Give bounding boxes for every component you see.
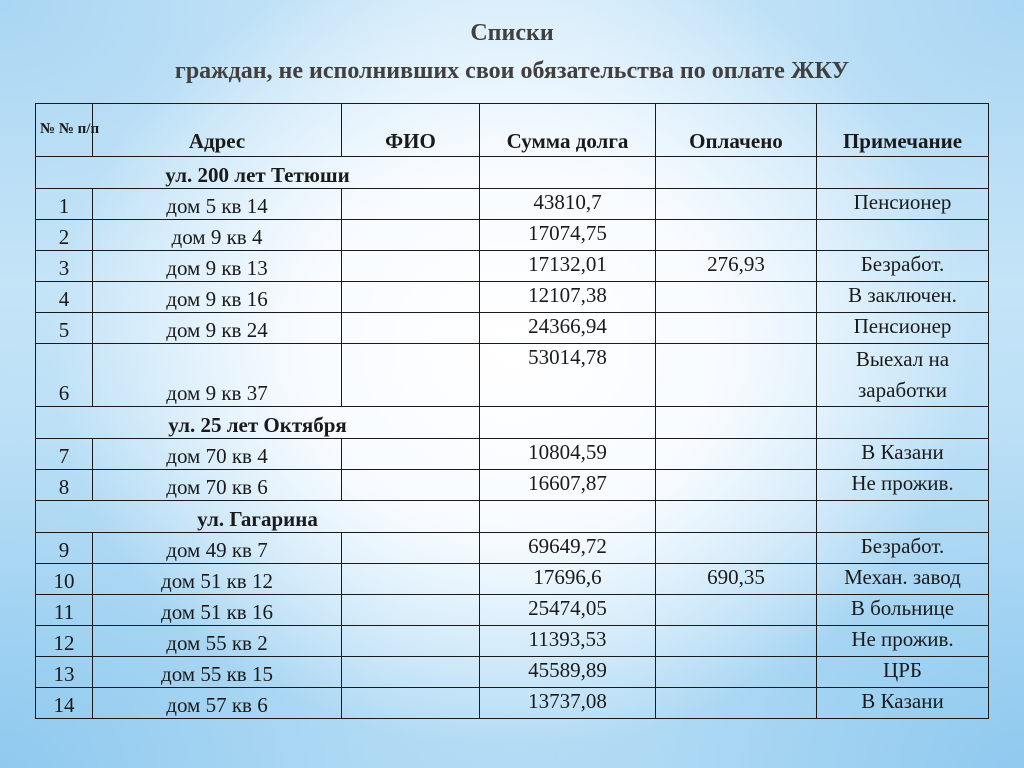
row-debt: 17696,6 xyxy=(480,564,656,595)
row-fio xyxy=(342,313,480,344)
row-debt: 43810,7 xyxy=(480,189,656,220)
table-row xyxy=(36,189,989,220)
row-paid xyxy=(656,533,817,564)
row-fio xyxy=(342,439,480,470)
row-fio xyxy=(342,220,480,251)
row-fio xyxy=(342,470,480,501)
row-address: дом 55 кв 2 xyxy=(93,626,342,657)
street-note-cell xyxy=(817,157,989,189)
row-note: Выехал на заработки xyxy=(817,344,989,407)
row-number: 14 xyxy=(36,688,93,719)
row-paid xyxy=(656,595,817,626)
header-address: Адрес xyxy=(93,104,342,157)
street-name: ул. Гагарина xyxy=(36,501,480,533)
row-address: дом 70 кв 6 xyxy=(93,470,342,501)
row-paid xyxy=(656,313,817,344)
row-fio xyxy=(342,626,480,657)
row-number: 4 xyxy=(36,282,93,313)
table-row xyxy=(36,220,989,251)
table-row xyxy=(36,626,989,657)
header-fio: ФИО xyxy=(342,104,480,157)
street-name: ул. 25 лет Октября xyxy=(36,407,480,439)
row-address: дом 70 кв 4 xyxy=(93,439,342,470)
row-fio xyxy=(342,189,480,220)
street-name: ул. 200 лет Тетюши xyxy=(36,157,480,189)
street-row xyxy=(36,157,989,189)
row-note: Пенсионер xyxy=(817,189,989,220)
row-debt: 17132,01 xyxy=(480,251,656,282)
row-debt: 25474,05 xyxy=(480,595,656,626)
row-note: Не прожив. xyxy=(817,626,989,657)
row-address: дом 9 кв 4 xyxy=(93,220,342,251)
row-note: Не прожив. xyxy=(817,470,989,501)
header-note: Примечание xyxy=(817,104,989,157)
row-number: 6 xyxy=(36,344,93,407)
row-address: дом 57 кв 6 xyxy=(93,688,342,719)
row-note: В Казани xyxy=(817,688,989,719)
row-note: ЦРБ xyxy=(817,657,989,688)
row-number: 2 xyxy=(36,220,93,251)
page-title: Списки xyxy=(470,20,554,46)
debtors-table xyxy=(35,103,989,719)
row-paid: 690,35 xyxy=(656,564,817,595)
row-number: 8 xyxy=(36,470,93,501)
row-address: дом 5 кв 14 xyxy=(93,189,342,220)
row-debt: 17074,75 xyxy=(480,220,656,251)
table-row xyxy=(36,533,989,564)
row-address: дом 9 кв 24 xyxy=(93,313,342,344)
row-fio xyxy=(342,533,480,564)
row-note: Механ. завод xyxy=(817,564,989,595)
row-address: дом 49 кв 7 xyxy=(93,533,342,564)
row-paid xyxy=(656,220,817,251)
street-note-cell xyxy=(817,501,989,533)
table-row xyxy=(36,564,989,595)
row-note: Пенсионер xyxy=(817,313,989,344)
street-note-cell xyxy=(817,407,989,439)
header-debt: Сумма долга xyxy=(480,104,656,157)
row-paid xyxy=(656,189,817,220)
row-number: 12 xyxy=(36,626,93,657)
row-debt: 24366,94 xyxy=(480,313,656,344)
row-fio xyxy=(342,282,480,313)
row-paid xyxy=(656,470,817,501)
table-row xyxy=(36,282,989,313)
street-debt-cell xyxy=(480,157,656,189)
row-note: Безработ. xyxy=(817,251,989,282)
row-address: дом 9 кв 16 xyxy=(93,282,342,313)
table-header-row xyxy=(36,104,989,157)
header-paid: Оплачено xyxy=(656,104,817,157)
row-number: 3 xyxy=(36,251,93,282)
row-number: 11 xyxy=(36,595,93,626)
row-number: 9 xyxy=(36,533,93,564)
row-paid: 276,93 xyxy=(656,251,817,282)
row-debt: 11393,53 xyxy=(480,626,656,657)
row-number: 7 xyxy=(36,439,93,470)
row-note: В заключен. xyxy=(817,282,989,313)
row-debt: 13737,08 xyxy=(480,688,656,719)
row-fio xyxy=(342,595,480,626)
street-paid-cell xyxy=(656,157,817,189)
row-paid xyxy=(656,344,817,407)
row-paid xyxy=(656,439,817,470)
row-paid xyxy=(656,657,817,688)
row-number: 10 xyxy=(36,564,93,595)
table-row xyxy=(36,251,989,282)
table-row xyxy=(36,313,989,344)
row-paid xyxy=(656,688,817,719)
row-debt: 69649,72 xyxy=(480,533,656,564)
table-body xyxy=(36,157,989,719)
row-fio xyxy=(342,657,480,688)
table-row xyxy=(36,595,989,626)
street-debt-cell xyxy=(480,501,656,533)
row-debt: 16607,87 xyxy=(480,470,656,501)
street-row xyxy=(36,501,989,533)
row-debt: 53014,78 xyxy=(480,344,656,407)
header-number: № № п/п xyxy=(36,104,93,157)
row-address: дом 9 кв 13 xyxy=(93,251,342,282)
row-debt: 10804,59 xyxy=(480,439,656,470)
table-row xyxy=(36,657,989,688)
row-debt: 45589,89 xyxy=(480,657,656,688)
row-number: 13 xyxy=(36,657,93,688)
row-fio xyxy=(342,564,480,595)
row-note: Безработ. xyxy=(817,533,989,564)
row-paid xyxy=(656,282,817,313)
row-fio xyxy=(342,688,480,719)
row-debt: 12107,38 xyxy=(480,282,656,313)
row-address: дом 55 кв 15 xyxy=(93,657,342,688)
row-address: дом 51 кв 12 xyxy=(93,564,342,595)
page-subtitle: граждан, не исполнивших свои обязательства по оплате ЖКУ xyxy=(174,58,850,84)
table-row xyxy=(36,344,989,407)
row-note: В Казани xyxy=(817,439,989,470)
row-fio xyxy=(342,251,480,282)
row-note: В больнице xyxy=(817,595,989,626)
street-row xyxy=(36,407,989,439)
row-address: дом 51 кв 16 xyxy=(93,595,342,626)
table-row xyxy=(36,439,989,470)
street-paid-cell xyxy=(656,407,817,439)
row-paid xyxy=(656,626,817,657)
table-row xyxy=(36,688,989,719)
table-row xyxy=(36,470,989,501)
street-paid-cell xyxy=(656,501,817,533)
row-fio xyxy=(342,344,480,407)
row-number: 5 xyxy=(36,313,93,344)
row-number: 1 xyxy=(36,189,93,220)
row-address: дом 9 кв 37 xyxy=(93,344,342,407)
street-debt-cell xyxy=(480,407,656,439)
row-note xyxy=(817,220,989,251)
